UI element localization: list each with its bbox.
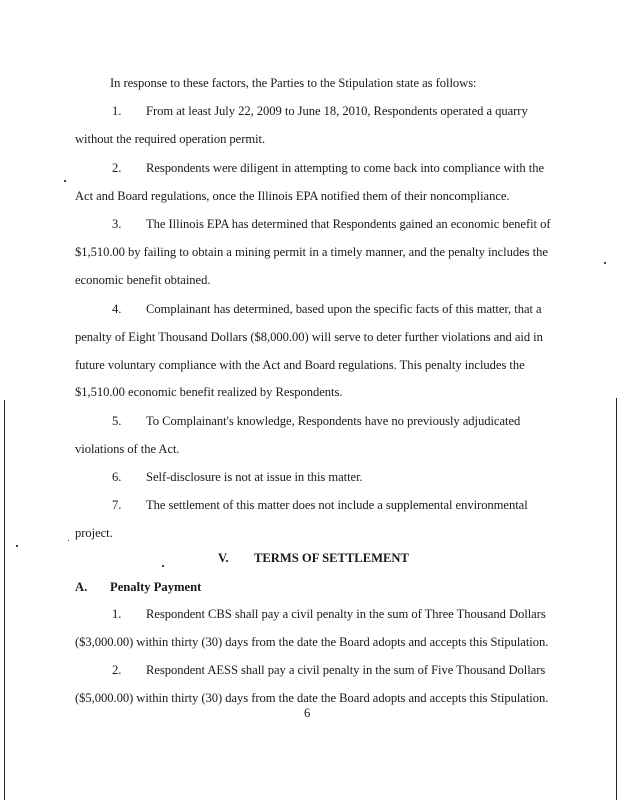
item-number: 4. [112, 302, 122, 316]
page-number: 6 [304, 706, 311, 720]
payment-number: 1. [112, 607, 122, 621]
payment-text-line: Respondent CBS shall pay a civil penalty in the sum of Three Thousand Dollars [146, 607, 546, 621]
item-text-line: The Illinois EPA has determined that Respondents gained an economic benefit of [146, 217, 551, 231]
item-text-line: project. [75, 526, 113, 540]
item-number: 1. [112, 104, 122, 118]
scan-edge-line-right [616, 398, 617, 800]
payment-text-line: ($3,000.00) within thirty (30) days from the date the Board adopts and accepts this Stipulation. [75, 635, 549, 649]
item-text-line: economic benefit obtained. [75, 273, 211, 287]
item-text-line: Complainant has determined, based upon the specific facts of this matter, that a [146, 302, 542, 316]
item-text-line: To Complainant's knowledge, Respondents have no previously adjudicated [146, 414, 521, 428]
item-number: 5. [112, 414, 122, 428]
scan-speck [16, 545, 18, 547]
scan-speck [68, 540, 69, 541]
scan-speck [604, 262, 606, 264]
item-text-line: penalty of Eight Thousand Dollars ($8,000.00) will serve to deter further violations and aid in [75, 330, 543, 344]
payment-text-line: ($5,000.00) within thirty (30) days from the date the Board adopts and accepts this Stipulation. [75, 691, 549, 705]
section-title: TERMS OF SETTLEMENT [254, 551, 409, 565]
subsection-letter: A. [75, 580, 88, 594]
section-number: V. [218, 551, 229, 565]
scan-speck [162, 565, 164, 567]
item-text-line: $1,510.00 by failing to obtain a mining permit in a timely manner, and the penalty includes the [75, 245, 548, 259]
scan-speck [64, 180, 66, 182]
item-text-line: without the required operation permit. [75, 132, 266, 146]
item-number: 3. [112, 217, 122, 231]
intro-paragraph: In response to these factors, the Parties to the Stipulation state as follows: [110, 76, 477, 90]
item-number: 6. [112, 470, 122, 484]
item-text-line: From at least July 22, 2009 to June 18, 2010, Respondents operated a quarry [146, 104, 528, 118]
item-text-line: future voluntary compliance with the Act and Board regulations. This penalty includes the [75, 358, 525, 372]
item-number: 7. [112, 498, 122, 512]
scan-edge-line-left [4, 400, 5, 800]
item-number: 2. [112, 161, 122, 175]
item-text-line: violations of the Act. [75, 442, 180, 456]
item-text-line: The settlement of this matter does not include a supplemental environmental [146, 498, 528, 512]
item-text-line: $1,510.00 economic benefit realized by Respondents. [75, 385, 343, 399]
payment-text-line: Respondent AESS shall pay a civil penalty in the sum of Five Thousand Dollars [146, 663, 546, 677]
item-text-line: Self-disclosure is not at issue in this matter. [146, 470, 363, 484]
subsection-title: Penalty Payment [110, 580, 202, 594]
item-text-line: Respondents were diligent in attempting to come back into compliance with the [146, 161, 545, 175]
item-text-line: Act and Board regulations, once the Illinois EPA notified them of their noncompliance. [75, 189, 510, 203]
payment-number: 2. [112, 663, 122, 677]
